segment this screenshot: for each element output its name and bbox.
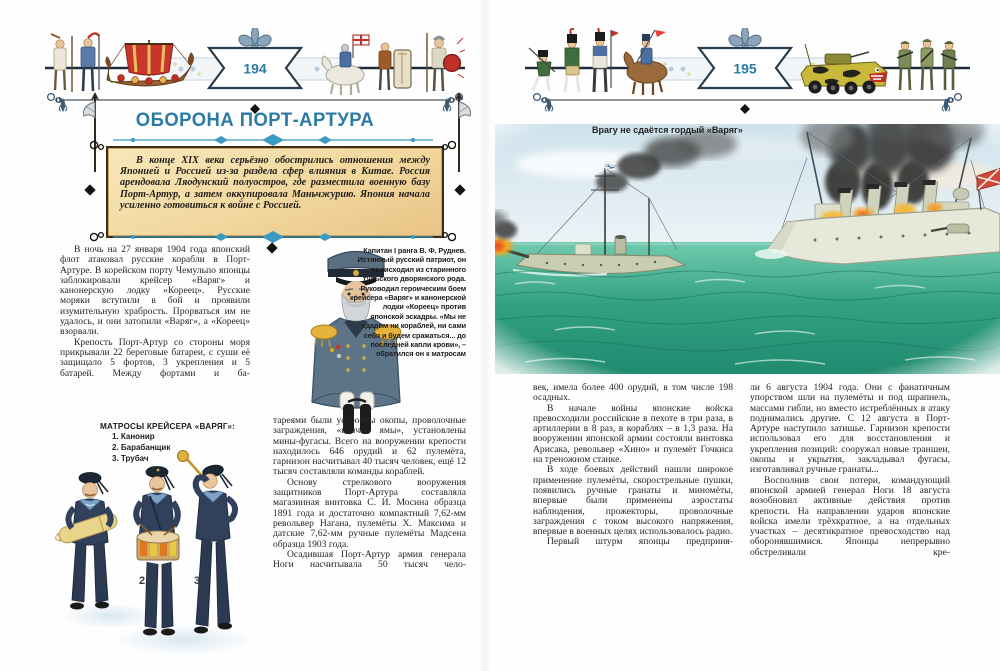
paragraph: Осадившая Порт-Артур армия генерала Ноги насчитывала 50 тысяч чело- (273, 548, 466, 571)
armored-vehicle-illustration (801, 44, 887, 95)
paragraph: В ходе боевых действий нашли широкое применение пулемёты, скорострельные пушки, появились ручные гранаты и миномёты, впервые были применены аэростаты наблюдения, прожекторы, проволочные заграждения с током высокого напряжения, впервые в военных целях использовалось радио. (533, 464, 733, 538)
legend-item: 3. Трубач (112, 453, 149, 463)
figure-number-3: 3 (194, 575, 201, 587)
modern-soldiers-illustration (897, 39, 957, 90)
intro-box (106, 146, 444, 238)
knight-and-warriors-illustration (322, 33, 465, 95)
diamond-ornament (266, 242, 277, 253)
captain-caption: Капитан I ранга В. Ф. Руднев. Истинный русский патриот, он происходил из старинного тульского дворянского рода. Руководил героическим боем крейсера «Варяг» и канонерской лодки «Кореец» против японской эскадры. «Мы не сдадим ни кораблей, ни сами себя и будем сражаться... до последней капли крови», – обратился он к матросам (350, 246, 467, 359)
napoleonic-soldiers-illustration (529, 28, 667, 95)
figure-number-2: 2 (139, 575, 146, 587)
paragraph: Первый штурм японцы предприня- (547, 536, 733, 548)
paragraph: В ночь на 27 января 1904 года японский флот атаковал русские корабли в Порт-Артуре. В корейском порту Чемульпо японцы заблокировали крейсер «Варяг» и канонерскую лодку «Кореец». Русские моряки вступили в бой и проявили изумительную храбрость. Прорваться им не удалось, и они затопили «Варяг», а «Кореец» взорвали. (60, 244, 250, 338)
right-page-number: 195 (733, 60, 757, 77)
corner-curl (440, 140, 456, 154)
left-column-1 (60, 245, 250, 379)
sailor-trumpeter (178, 451, 236, 634)
sailor-gunner (53, 473, 119, 610)
page-spine (478, 0, 492, 671)
sailors-heading: МАТРОСЫ КРЕЙСЕРА «ВАРЯГ»: (100, 422, 236, 431)
right-column-1 (533, 383, 733, 548)
diamond-ornament (454, 184, 465, 195)
intro-text: В конце XIX века серьёзно обострились отношения между Японией и Россией из-за раздела сфер влияния в Китае. Россия арендовала Ляодунский полуостров, где разместила военную базу Порт-Артур, а затем оккупировала Маньчжурию. Япония начала усиленно готовиться к войне с Россией. (120, 155, 430, 211)
page-title: ОБОРОНА ПОРТ-АРТУРА (135, 110, 375, 131)
paragraph: Крепость Порт-Артур со стороны моря прикрывали 22 береговые батареи, с суши её защищало 5 фортов, 3 укрепления и 5 батарей. Между фортами и ба- (60, 336, 250, 379)
paragraph: тареями были устроены окопы, проволочные заграждения, «волчьи ямы», установлены мины-фугасы. Всего на вооружении крепости находилось 646 орудий и 62 пулемёта, гарнизон насчитывал 40 тысяч человек, ещё 12 тысяч составляли команды кораблей. (273, 415, 466, 478)
right-column-2 (750, 383, 950, 558)
sailors-illustration (50, 448, 260, 658)
medieval-warriors-illustration (51, 33, 99, 92)
left-header-frieze (45, 28, 465, 120)
banner-pole-left (82, 92, 108, 178)
left-page-number: 194 (243, 60, 267, 77)
left-column-2 (273, 416, 466, 570)
corner-curl (90, 140, 106, 154)
ornament-row-top (103, 134, 443, 146)
paragraph: Основу стрелкового вооружения защитников Порт-Артура составляла магазинная винтовка С. И. Мосина образца 1891 года и достаточно компактный 7,62-мм револьвер Нагана, пулемёты Х. Максима и датские 7,62-мм ручные пулемёты Мадсена образца 1903 года. (273, 476, 466, 550)
paragraph: ли 6 августа 1904 года. Они с фанатичным упорством шли на пулемёты и под шрапнель, массами гибли, но вместо истреблённых в атаку поднимались другие. С 12 августа в Порт-Артуре наступило затишье. Гарнизон крепости использовал его для восстановления и укрепления позиций: сооружал новые траншеи, окопы и укрытия, закладывал фугасы, изготавливал ручные гранаты... (750, 382, 950, 476)
painting-caption: Врагу не сдаётся гордый «Варяг» (592, 125, 743, 135)
legend-item: 1. Канонир (112, 432, 155, 441)
figure-number-1: 1 (101, 575, 108, 587)
paragraph: В начале войны японские войска превосходили российские в пехоте в три раза, в артиллерии в 8 раз, в кораблях – в 1,3 раза. На вооружении японской армии состояли винтовка Арисака, револьвер «Хино» и пулемёт Гочкиса на треножном станке. (533, 402, 733, 466)
varyag-battle-painting (495, 124, 1000, 374)
diamond-ornament (84, 184, 95, 195)
banner-pole-right (446, 92, 472, 178)
right-header-frieze (525, 28, 970, 120)
paragraph: Восполнив свои потери, командующий японской армией генерал Ноги 18 августа возобновил активные действия против крепости. На направлении ударов японские войска имели трёхкратное, а на отдельных участках – десятикратное превосходство над оборонявшимися. Японцы непрерывно обстреливали кре- (750, 474, 950, 558)
paragraph: век, имела более 400 орудий, в том числе 198 осадных. (533, 382, 733, 404)
legend-item: 2. Барабанщик (112, 442, 171, 452)
